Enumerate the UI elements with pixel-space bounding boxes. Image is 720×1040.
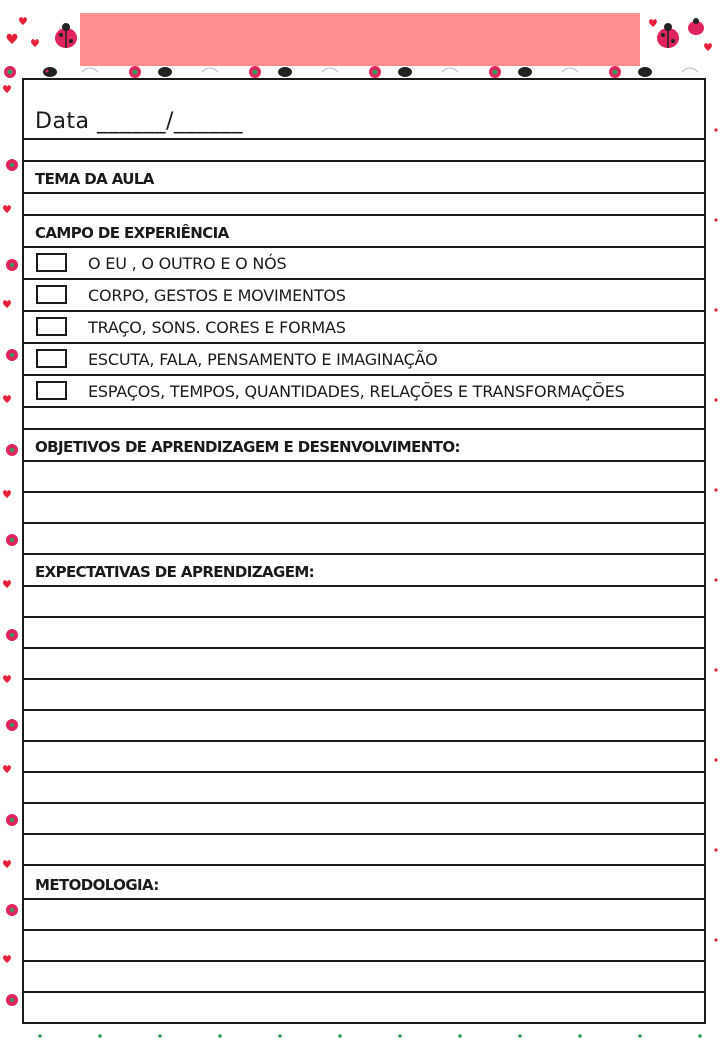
date-row <box>24 80 704 140</box>
blank-line <box>24 408 704 430</box>
expectativas-answer-line[interactable] <box>24 587 704 618</box>
decorative-right-border <box>704 80 720 1030</box>
metodologia-answer-line[interactable] <box>24 962 704 993</box>
objetivos-heading: OBJETIVOS DE APRENDIZAGEM E DESENVOLVIMENTO: <box>35 438 460 456</box>
expectativas-answer-line[interactable] <box>24 618 704 649</box>
campo-option-row <box>24 344 704 376</box>
objetivos-answer-line[interactable] <box>24 493 704 524</box>
metodologia-row <box>24 866 704 900</box>
metodologia-answer-line[interactable] <box>24 993 704 1022</box>
expectativas-answer-line[interactable] <box>24 773 704 804</box>
campo-checkbox-3[interactable] <box>36 317 67 336</box>
campo-option-label: ESCUTA, FALA, PENSAMENTO E IMAGINAÇÃO <box>88 350 438 369</box>
campo-checkbox-1[interactable] <box>36 253 67 272</box>
metodologia-heading: METODOLOGIA: <box>35 876 159 894</box>
expectativas-answer-line[interactable] <box>24 649 704 680</box>
objetivos-answer-line[interactable] <box>24 524 704 555</box>
expectativas-answer-line[interactable] <box>24 711 704 742</box>
campo-checkbox-2[interactable] <box>36 285 67 304</box>
expectativas-answer-line[interactable] <box>24 742 704 773</box>
campo-row <box>24 216 704 248</box>
decorative-left-border <box>0 80 24 1030</box>
campo-option-label: TRAÇO, SONS. CORES E FORMAS <box>88 318 346 337</box>
campo-option-row <box>24 248 704 280</box>
lesson-plan-sheet <box>22 78 706 1024</box>
objetivos-answer-line[interactable] <box>24 462 704 493</box>
expectativas-row <box>24 555 704 587</box>
campo-option-row <box>24 312 704 344</box>
decorative-bottom-border <box>0 1024 720 1040</box>
ladybug-right-icon <box>657 18 704 48</box>
metodologia-answer-line[interactable] <box>24 900 704 931</box>
expectativas-answer-line[interactable] <box>24 835 704 866</box>
tema-answer-line[interactable] <box>24 194 704 216</box>
tema-heading: TEMA DA AULA <box>35 170 154 188</box>
date-label: Data ______/______ <box>35 109 243 134</box>
flower-garland-icon <box>4 66 698 78</box>
expectativas-heading: EXPECTATIVAS DE APRENDIZAGEM: <box>35 563 315 581</box>
ladybug-left-icon <box>55 23 77 48</box>
hearts-left-icon <box>7 17 39 47</box>
objetivos-row <box>24 430 704 462</box>
campo-checkbox-5[interactable] <box>36 381 67 400</box>
title-banner <box>80 13 640 66</box>
tema-row <box>24 162 704 194</box>
expectativas-answer-line[interactable] <box>24 680 704 711</box>
campo-option-row <box>24 376 704 408</box>
campo-heading: CAMPO DE EXPERIÊNCIA <box>35 224 229 242</box>
blank-line <box>24 140 704 162</box>
campo-option-row <box>24 280 704 312</box>
expectativas-answer-line[interactable] <box>24 804 704 835</box>
campo-option-label: CORPO, GESTOS E MOVIMENTOS <box>88 286 346 305</box>
campo-option-label: ESPAÇOS, TEMPOS, QUANTIDADES, RELAÇÕES E TRANSFORMAÇÕES <box>88 382 625 401</box>
campo-option-label: O EU , O OUTRO E O NÓS <box>88 254 287 273</box>
campo-checkbox-4[interactable] <box>36 349 67 368</box>
metodologia-answer-line[interactable] <box>24 931 704 962</box>
